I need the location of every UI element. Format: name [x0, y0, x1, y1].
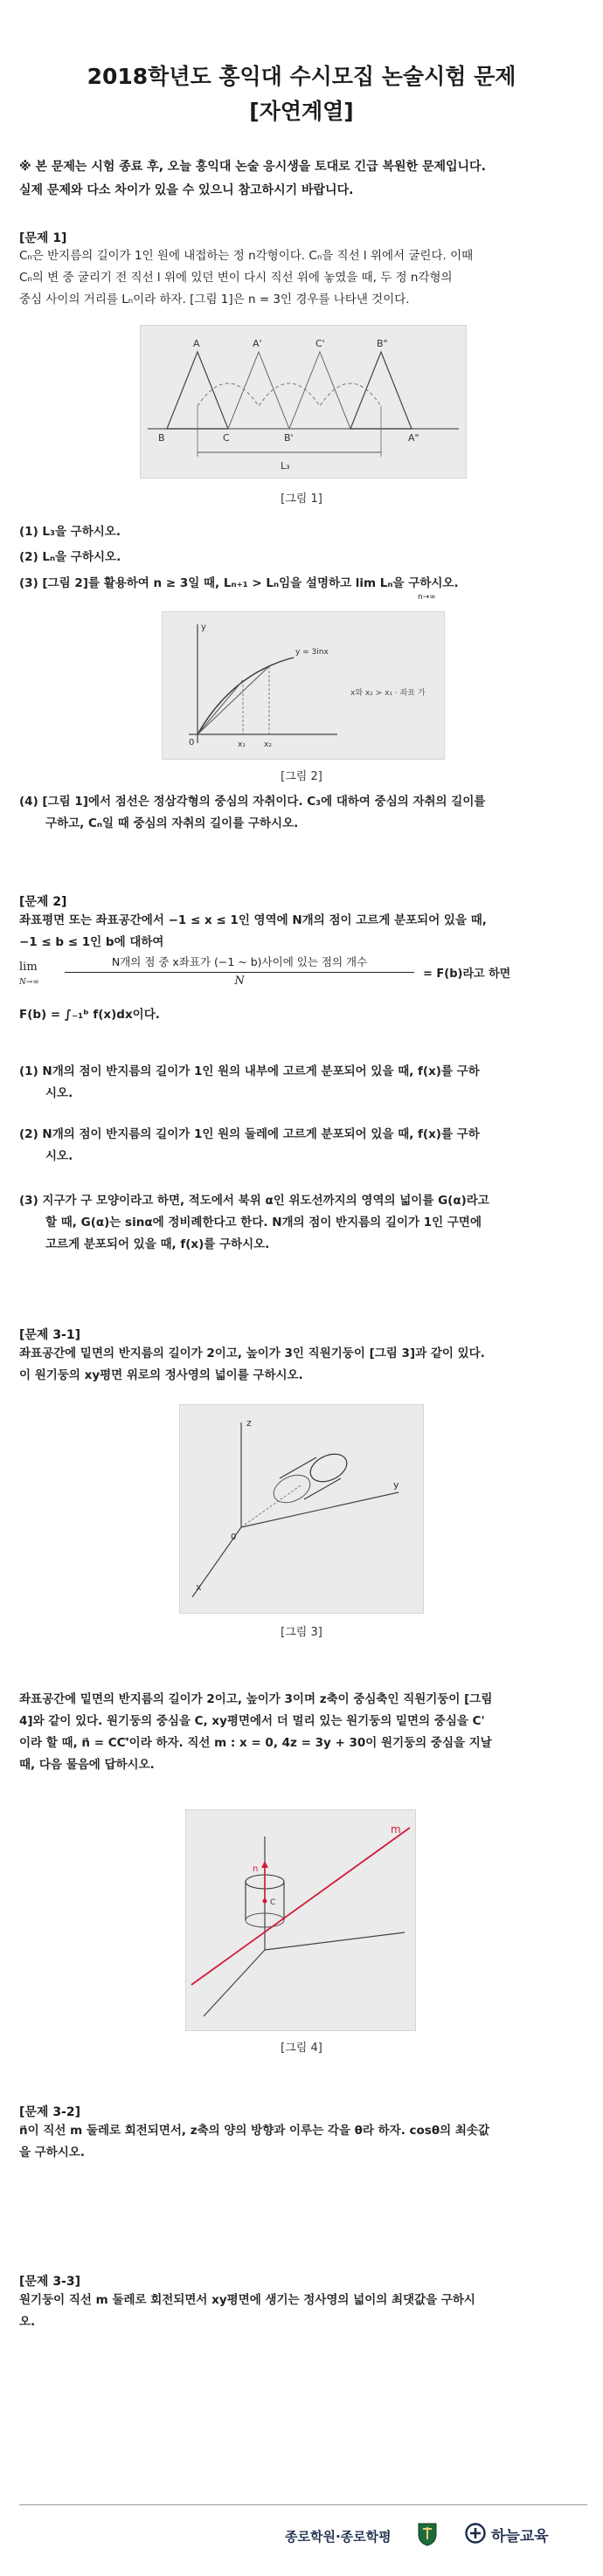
figure-1-drawing [141, 326, 466, 478]
cylinder-bottom [269, 1470, 315, 1508]
shield-icon [418, 2522, 437, 2546]
line-m [191, 1828, 410, 1985]
label-B-dprime: B" [377, 338, 388, 349]
y-axis [265, 1932, 405, 1950]
cylinder-top [306, 1449, 351, 1487]
triangle-3 [289, 352, 350, 429]
notice-line-2: 실제 문제와 다소 차이가 있을 수 있으니 참고하시기 바랍니다. [19, 183, 354, 197]
label-y: y [201, 623, 206, 632]
limit-definition [19, 954, 587, 997]
label-origin: 0 [189, 738, 195, 747]
problem-2-q2-line-2: 시오. [45, 1149, 73, 1163]
limit-fraction-numerator: N개의 점 중 x좌표가 (−1 ~ b)사이에 있는 점의 개수 [65, 954, 414, 973]
problem-3-3-text-1: 원기둥이 직선 m 둘레로 회전되면서 xy평면에 생기는 정사영의 넓이의 최댓값을 구하시 [19, 2293, 475, 2307]
limit-rhs: = F(b)라고 하면 [423, 968, 511, 981]
label-C-prime: C' [315, 338, 325, 349]
problem-1-q3: (3) [그림 2]를 활용하여 n ≥ 3일 때, Lₙ₊₁ > Lₙ임을 설명하고 lim Lₙ을 구하시오. [19, 576, 459, 590]
label-A-prime: A' [253, 338, 262, 349]
limit-fraction-denominator: N [234, 975, 245, 988]
problem-1-q4-line-2: 구하고, Cₙ일 때 중심의 자취의 길이를 구하시오. [45, 816, 299, 830]
label-A: A [193, 338, 200, 349]
figure-3-caption: [그림 3] [281, 1626, 322, 1639]
problem-1-text-1: Cₙ은 반지름의 길이가 1인 원에 내접하는 정 n각형이다. Cₙ을 직선 l 위에서 굴린다. 이때 [19, 249, 474, 263]
label-m: m [391, 1823, 401, 1836]
figure-1-photo [140, 325, 467, 479]
problem-3-1-text-4: 4]와 같이 있다. 원기둥의 중심을 C, xy평면에서 더 멀리 있는 원기둥의 밑면의 중심을 C' [19, 1714, 485, 1728]
problem-3-2-text-1: n⃗이 직선 m 둘레로 회전되면서, z축의 양의 방향과 이루는 각을 θ라 하자. cosθ의 최솟값 [19, 2124, 489, 2138]
y-axis [241, 1492, 399, 1527]
problem-3-1-text-3: 좌표공간에 밑면의 반지름의 길이가 2이고, 높이가 3이며 z축이 중심축인 직원기둥이 [그림 [19, 1692, 493, 1706]
figure-3-drawing [180, 1405, 423, 1613]
problem-2-q1-line-1: (1) N개의 점이 반지름의 길이가 1인 원의 내부에 고르게 분포되어 있을 때, f(x)를 구하 [19, 1064, 480, 1078]
problem-2-q3-line-1: (3) 지구가 구 모양이라고 하면, 적도에서 북위 α인 위도선까지의 영역의 넓이를 G(α)라고 [19, 1194, 489, 1208]
label-origin: 0 [231, 1533, 237, 1542]
label-B: B [158, 432, 165, 444]
problem-3-1-heading: [문제 3-1] [19, 1328, 81, 1342]
sine-curve [198, 658, 294, 734]
figure-4-drawing [186, 1810, 415, 2030]
figure-3-photo [179, 1404, 424, 1614]
problem-3-1-text-6: 때, 다음 물음에 답하시오. [19, 1758, 155, 1772]
limit-word: lim [19, 961, 38, 974]
problem-3-3-text-2: 오. [19, 2315, 36, 2329]
limit-subscript: N→∞ [19, 978, 39, 987]
problem-2-heading: [문제 2] [19, 895, 67, 909]
label-y: y [393, 1479, 399, 1491]
footer-brand-haneul: 하늘교육 [491, 2528, 549, 2545]
problem-3-2-text-2: 을 구하시오. [19, 2146, 86, 2159]
problem-1-q3-limit-subscript: n→∞ [418, 593, 436, 602]
label-x1: x₁ [238, 740, 246, 749]
footer-divider [19, 2504, 587, 2505]
problem-2-q3-line-3: 고르게 분포되어 있을 때, f(x)를 구하시오. [45, 1237, 270, 1251]
problem-1-text-3: 중심 사이의 거리를 Lₙ이라 하자. [그림 1]은 n = 3인 경우를 나타낸 것이다. [19, 293, 410, 307]
page-subtitle: [자연계열] [249, 99, 354, 124]
problem-2-integral: F(b) = ∫₋₁ᵇ f(x)dx이다. [19, 1008, 160, 1022]
label-z: z [246, 1417, 252, 1429]
problem-1-heading: [문제 1] [19, 231, 67, 245]
problem-2-text-1: 좌표평면 또는 좌표공간에서 −1 ≤ x ≤ 1인 영역에 N개의 점이 고르게 분포되어 있을 때, [19, 913, 487, 927]
label-curve: y = 3inx [295, 648, 329, 657]
figure-1-caption: [그림 1] [281, 492, 322, 506]
label-C: C [223, 432, 230, 444]
notice-line-1: ※ 본 문제는 시험 종료 후, 오늘 홍익대 논술 응시생을 토대로 긴급 복원한 문제입니다. [19, 160, 486, 174]
problem-2-text-2: −1 ≤ b ≤ 1인 b에 대하여 [19, 935, 164, 949]
label-c: C [270, 1898, 276, 1907]
problem-3-1-text-2: 이 원기둥의 xy평면 위로의 정사영의 넓이를 구하시오. [19, 1368, 303, 1382]
problem-3-3-heading: [문제 3-3] [19, 2275, 81, 2289]
label-L3: L₃ [281, 460, 290, 472]
problem-1-q4-line-1: (4) [그림 1]에서 점선은 정삼각형의 중심의 자취이다. C₃에 대하여 중심의 자취의 길이를 [19, 795, 486, 809]
problem-1-text-2: Cₙ의 변 중 굴리기 전 직선 l 위에 있던 변이 다시 직선 위에 놓였을 때, 두 정 n각형의 [19, 271, 453, 285]
x-axis [204, 1950, 265, 2016]
problem-2-q3-line-2: 할 때, G(α)는 sinα에 정비례한다고 한다. N개의 점이 반지름의 길이가 1인 구면에 [45, 1216, 482, 1229]
label-note: x와 x₂ > x₁ · 좌표 가 [350, 689, 426, 698]
label-n: n [253, 1864, 259, 1874]
problem-3-1-text-1: 좌표공간에 밑면의 반지름의 길이가 2이고, 높이가 3인 직원기둥이 [그림 3]과 같이 있다. [19, 1347, 485, 1360]
page-title: 2018학년도 홍익대 수시모집 논술시험 문제 [87, 64, 516, 89]
label-B-prime: B' [284, 432, 294, 444]
problem-3-2-heading: [문제 3-2] [19, 2105, 81, 2119]
problem-2-q2-line-1: (2) N개의 점이 반지름의 길이가 1인 원의 둘레에 고르게 분포되어 있을 때, f(x)를 구하 [19, 1127, 480, 1141]
problem-3-1-text-5: 이라 할 때, n⃗ = CC'⃗이라 하자. 직선 m : x = 0, 4z = 3y + 30이 원기둥의 중심을 지날 [19, 1736, 492, 1750]
triangle-2 [228, 352, 289, 429]
figure-2-photo [162, 611, 445, 760]
footer-brand-jongro: 종로학원·종로학평 [285, 2529, 392, 2545]
problem-1-q2: (2) Lₙ을 구하시오. [19, 550, 121, 564]
problem-1-q1: (1) L₃을 구하시오. [19, 525, 121, 539]
figure-4-caption: [그림 4] [281, 2042, 322, 2055]
problem-2-q1-line-2: 시오. [45, 1086, 73, 1100]
figure-4-photo [185, 1809, 416, 2031]
label-x: x [196, 1581, 202, 1593]
figure-2-caption: [그림 2] [281, 770, 322, 783]
label-A-dprime: A" [408, 432, 419, 444]
center-path [198, 383, 381, 406]
figure-2-drawing [163, 612, 444, 759]
label-x2: x₂ [264, 740, 272, 749]
plus-circle-icon [465, 2523, 486, 2544]
